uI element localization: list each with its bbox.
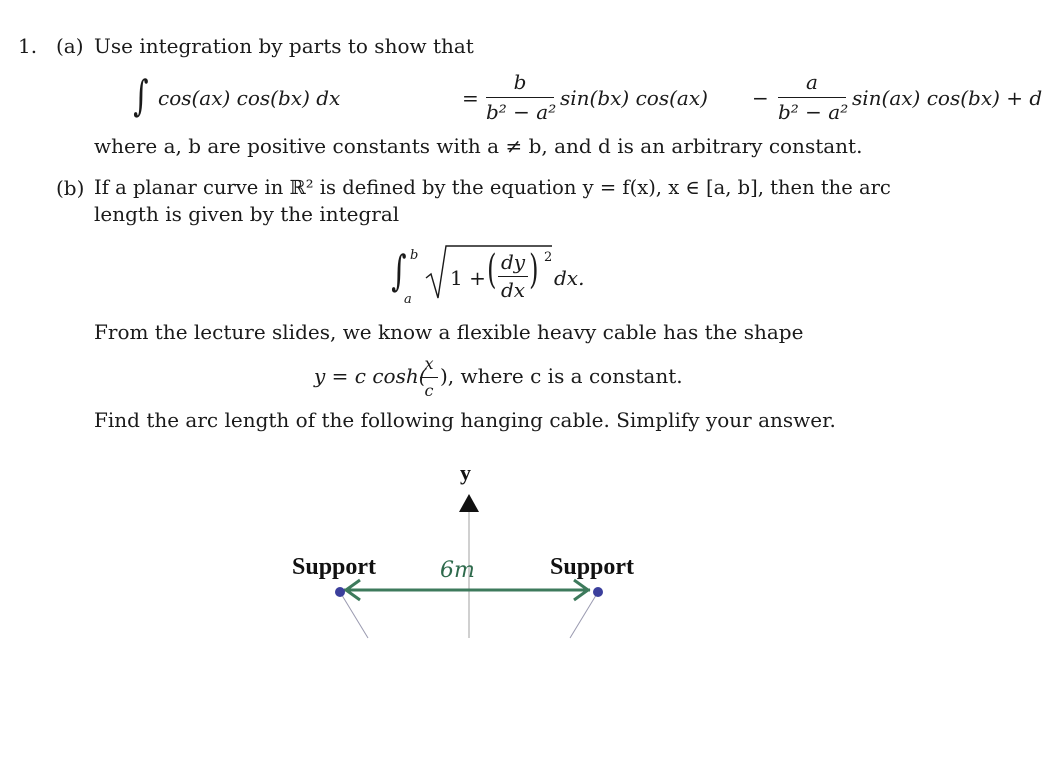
equation-term-2: sin(ax) cos(bx) + d <box>852 86 1042 110</box>
right-support-label: Support <box>550 554 635 580</box>
cable-shape-equation <box>314 350 683 400</box>
equation-lhs: cos(ax) cos(bx) dx <box>158 86 341 110</box>
left-support-label: Support <box>292 554 377 580</box>
left-support-point <box>335 587 345 597</box>
part-b-label: (b) <box>56 176 85 200</box>
equation-term-1: sin(bx) cos(ax) <box>560 86 708 110</box>
dy-dx-fraction <box>498 250 528 302</box>
integral-sign: ∫ <box>133 71 149 120</box>
shape-denominator: c <box>424 381 434 400</box>
right-paren: ) <box>529 247 539 293</box>
part-a-intro: Use integration by parts to show that <box>94 34 474 58</box>
equation-minus: − <box>752 86 769 110</box>
fraction-1 <box>486 70 557 124</box>
shape-rhs: ), where c is a constant. <box>440 364 683 388</box>
fraction-2-numerator: a <box>778 70 846 98</box>
dy-numerator: dy <box>498 250 528 277</box>
shape-fraction <box>420 352 438 403</box>
part-b-line-2: length is given by the integral <box>94 202 400 226</box>
question-number: 1. <box>18 34 38 58</box>
integral-tail: dx. <box>554 266 585 290</box>
left-paren: ( <box>487 247 497 293</box>
shape-lhs: y = c cosh( <box>314 364 427 388</box>
lecture-text: From the lecture slides, we know a flexible heavy cable has the shape <box>94 320 804 344</box>
arc-integral-upper: b <box>410 248 419 263</box>
find-text: Find the arc length of the following hanging cable. Simplify your answer. <box>94 408 836 432</box>
fraction-1-denominator: b² − a² <box>486 100 557 124</box>
fraction-2-denominator: b² − a² <box>778 100 849 124</box>
shape-numerator: x <box>420 352 438 378</box>
cable-figure <box>280 460 680 650</box>
arc-length-integral <box>388 240 588 310</box>
fraction-1-numerator: b <box>486 70 554 98</box>
dx-denominator: dx <box>500 278 526 302</box>
right-support-point <box>593 587 603 597</box>
equation-equals: = <box>462 86 479 110</box>
y-axis-label: y <box>460 460 471 485</box>
arc-integral-sign: ∫ <box>391 246 407 295</box>
part-a-label: (a) <box>56 34 84 58</box>
y-axis-arrowhead <box>459 494 479 512</box>
cable-left-segment <box>340 592 368 638</box>
arc-integral-lower: a <box>404 292 412 307</box>
part-b-line-1: If a planar curve in ℝ² is defined by the equation y = f(x), x ∈ [a, b], then the arc <box>94 176 891 199</box>
sqrt-one-plus: 1 + <box>450 266 486 290</box>
power-two: 2 <box>544 250 553 265</box>
part-a-where-text: where a, b are positive constants with a ≠ b, and d is an arbitrary constant. <box>94 134 863 158</box>
span-label: 6m <box>440 558 475 583</box>
fraction-2-wrap <box>778 70 849 124</box>
